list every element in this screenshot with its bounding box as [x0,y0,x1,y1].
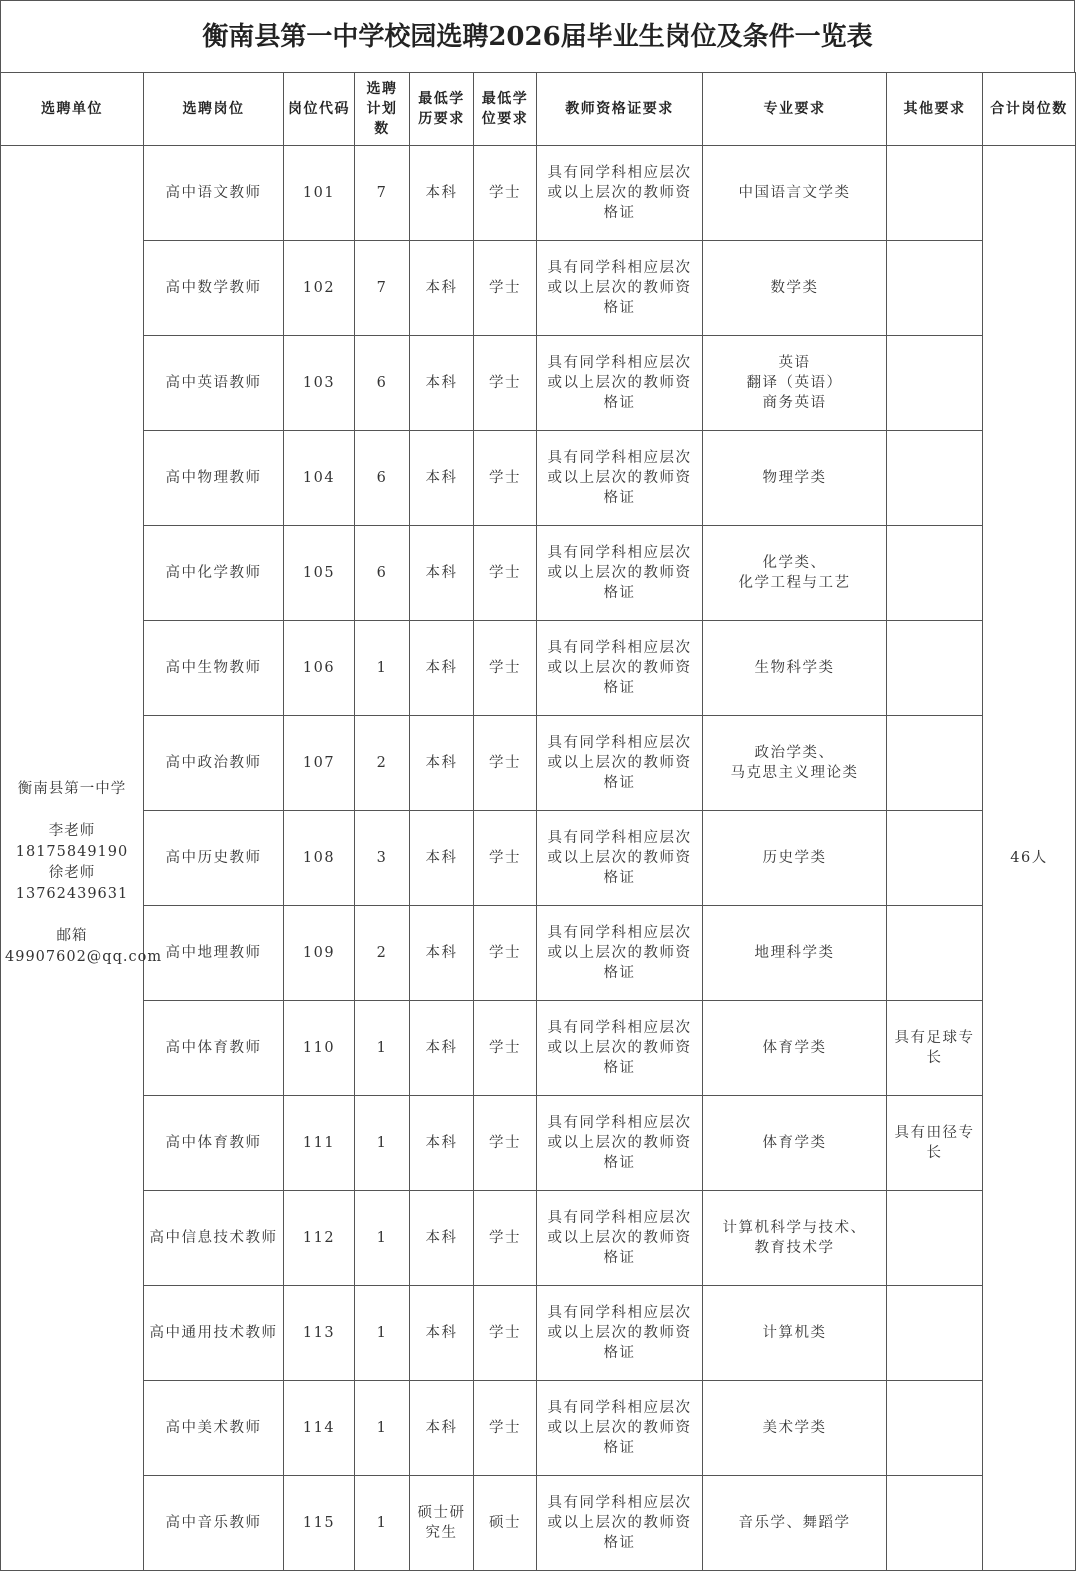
cell-degree: 学士 [474,1191,537,1286]
cell-code: 110 [284,1001,355,1096]
cell-edu: 本科 [410,526,474,621]
cell-post: 高中地理教师 [144,906,284,1001]
cell-edu: 本科 [410,1381,474,1476]
cell-major: 政治学类、 马克思主义理论类 [703,716,887,811]
cell-num: 1 [355,1381,410,1476]
cell-post: 高中英语教师 [144,336,284,431]
header-code: 岗位代码 [284,73,355,146]
table-row [1,526,1076,621]
cell-major: 数学类 [703,241,887,336]
cell-num: 1 [355,1191,410,1286]
table-row [1,621,1076,716]
cell-cert: 具有同学科相应层次或以上层次的教师资格证 [537,526,703,621]
header-edu: 最低学历要求 [410,73,474,146]
cell-post: 高中语文教师 [144,146,284,241]
cell-post: 高中体育教师 [144,1096,284,1191]
cell-cert: 具有同学科相应层次或以上层次的教师资格证 [537,716,703,811]
table-row [1,1476,1076,1571]
cell-other [887,1191,983,1286]
table-row [1,146,1076,241]
cell-major: 英语 翻译（英语） 商务英语 [703,336,887,431]
cell-degree: 学士 [474,1286,537,1381]
cell-edu: 本科 [410,431,474,526]
cell-other [887,906,983,1001]
cell-degree: 学士 [474,146,537,241]
cell-code: 112 [284,1191,355,1286]
cell-degree: 学士 [474,1381,537,1476]
cell-code: 114 [284,1381,355,1476]
table-row [1,811,1076,906]
cell-other [887,146,983,241]
cell-other [887,241,983,336]
cell-other [887,431,983,526]
cell-num: 7 [355,241,410,336]
table-row [1,1191,1076,1286]
cell-degree: 学士 [474,336,537,431]
cell-other: 具有田径专长 [887,1096,983,1191]
cell-post: 高中生物教师 [144,621,284,716]
cell-edu: 本科 [410,716,474,811]
cell-code: 103 [284,336,355,431]
cell-degree: 学士 [474,1096,537,1191]
cell-major: 计算机科学与技术、 教育技术学 [703,1191,887,1286]
cell-other [887,526,983,621]
cell-edu: 本科 [410,906,474,1001]
cell-code: 113 [284,1286,355,1381]
cell-edu: 本科 [410,811,474,906]
cell-cert: 具有同学科相应层次或以上层次的教师资格证 [537,621,703,716]
cell-cert: 具有同学科相应层次或以上层次的教师资格证 [537,146,703,241]
header-cert: 教师资格证要求 [537,73,703,146]
cell-num: 6 [355,431,410,526]
cell-post: 高中美术教师 [144,1381,284,1476]
table-row [1,1096,1076,1191]
cell-post: 高中体育教师 [144,1001,284,1096]
cell-code: 108 [284,811,355,906]
cell-degree: 硕士 [474,1476,537,1571]
table-row [1,1001,1076,1096]
cell-edu: 本科 [410,1001,474,1096]
contact-name: 李老师 [48,822,96,839]
cell-cert: 具有同学科相应层次或以上层次的教师资格证 [537,1286,703,1381]
cell-major: 历史学类 [703,811,887,906]
cell-code: 101 [284,146,355,241]
cell-cert: 具有同学科相应层次或以上层次的教师资格证 [537,811,703,906]
cell-degree: 学士 [474,431,537,526]
cell-num: 6 [355,526,410,621]
cell-edu: 本科 [410,146,474,241]
header-other: 其他要求 [887,73,983,146]
cell-edu: 本科 [410,241,474,336]
cell-edu: 本科 [410,1286,474,1381]
cell-degree: 学士 [474,906,537,1001]
cell-major: 生物科学类 [703,621,887,716]
table-row [1,431,1076,526]
cell-num: 3 [355,811,410,906]
cell-post: 高中数学教师 [144,241,284,336]
cell-cert: 具有同学科相应层次或以上层次的教师资格证 [537,241,703,336]
cell-major: 中国语言文学类 [703,146,887,241]
cell-major: 地理科学类 [703,906,887,1001]
unit-cell [1,146,163,1571]
total-cell: 46人 [983,146,1076,1571]
spacer [5,905,139,926]
contact-phone: 18175849190 [15,843,129,860]
cell-num: 1 [355,1286,410,1381]
cell-code: 111 [284,1096,355,1191]
cell-post: 高中化学教师 [144,526,284,621]
email-label: 邮箱 [56,927,88,944]
table-row [1,716,1076,811]
header-major: 专业要求 [703,73,887,146]
unit-name: 衡南县第一中学 [17,780,127,797]
cell-other [887,336,983,431]
cell-degree: 学士 [474,811,537,906]
cell-post: 高中政治教师 [144,716,284,811]
cell-num: 1 [355,1001,410,1096]
cell-code: 105 [284,526,355,621]
cell-degree: 学士 [474,1001,537,1096]
cell-num: 1 [355,1096,410,1191]
cell-code: 109 [284,906,355,1001]
header-unit: 选聘单位 [1,73,144,146]
cell-code: 106 [284,621,355,716]
table-row [1,1381,1076,1476]
cell-edu: 本科 [410,336,474,431]
cell-major: 计算机类 [703,1286,887,1381]
cell-cert: 具有同学科相应层次或以上层次的教师资格证 [537,1476,703,1571]
cell-post: 高中音乐教师 [144,1476,284,1571]
cell-edu: 本科 [410,1191,474,1286]
cell-code: 102 [284,241,355,336]
cell-post: 高中历史教师 [144,811,284,906]
cell-major: 体育学类 [703,1001,887,1096]
cell-code: 115 [284,1476,355,1571]
cell-post: 高中信息技术教师 [144,1191,284,1286]
cell-num: 1 [355,1476,410,1571]
cell-other [887,1476,983,1571]
table-row [1,1286,1076,1381]
cell-code: 104 [284,431,355,526]
cell-edu: 硕士研究生 [410,1476,474,1571]
cell-other [887,1286,983,1381]
cell-cert: 具有同学科相应层次或以上层次的教师资格证 [537,906,703,1001]
positions-table [0,72,1076,1571]
cell-degree: 学士 [474,526,537,621]
cell-other [887,1381,983,1476]
table-row [1,241,1076,336]
cell-other [887,621,983,716]
contact-phone: 13762439631 [15,885,129,902]
cell-major: 物理学类 [703,431,887,526]
cell-num: 2 [355,906,410,1001]
cell-major: 音乐学、舞蹈学 [703,1476,887,1571]
cell-num: 7 [355,146,410,241]
header-degree: 最低学位要求 [474,73,537,146]
page-title: 衡南县第一中学校园选聘2026届毕业生岗位及条件一览表 [0,0,1075,72]
cell-num: 6 [355,336,410,431]
cell-num: 1 [355,621,410,716]
cell-major: 化学类、 化学工程与工艺 [703,526,887,621]
cell-degree: 学士 [474,716,537,811]
cell-post: 高中物理教师 [144,431,284,526]
header-row [1,73,1076,146]
cell-edu: 本科 [410,621,474,716]
cell-code: 107 [284,716,355,811]
contact-name: 徐老师 [48,864,96,881]
cell-cert: 具有同学科相应层次或以上层次的教师资格证 [537,1191,703,1286]
cell-cert: 具有同学科相应层次或以上层次的教师资格证 [537,1001,703,1096]
cell-post: 高中通用技术教师 [144,1286,284,1381]
cell-degree: 学士 [474,621,537,716]
cell-num: 2 [355,716,410,811]
cell-cert: 具有同学科相应层次或以上层次的教师资格证 [537,431,703,526]
spacer [5,800,139,821]
cell-cert: 具有同学科相应层次或以上层次的教师资格证 [537,1096,703,1191]
cell-other [887,811,983,906]
header-post: 选聘岗位 [144,73,284,146]
table-row [1,336,1076,431]
cell-degree: 学士 [474,241,537,336]
cell-cert: 具有同学科相应层次或以上层次的教师资格证 [537,1381,703,1476]
header-num: 选聘计划数 [355,73,410,146]
cell-other: 具有足球专长 [887,1001,983,1096]
cell-edu: 本科 [410,1096,474,1191]
email-address: 49907602@qq.com [5,948,163,965]
cell-other [887,716,983,811]
cell-major: 体育学类 [703,1096,887,1191]
cell-cert: 具有同学科相应层次或以上层次的教师资格证 [537,336,703,431]
cell-major: 美术学类 [703,1381,887,1476]
header-total: 合计岗位数 [983,73,1076,146]
